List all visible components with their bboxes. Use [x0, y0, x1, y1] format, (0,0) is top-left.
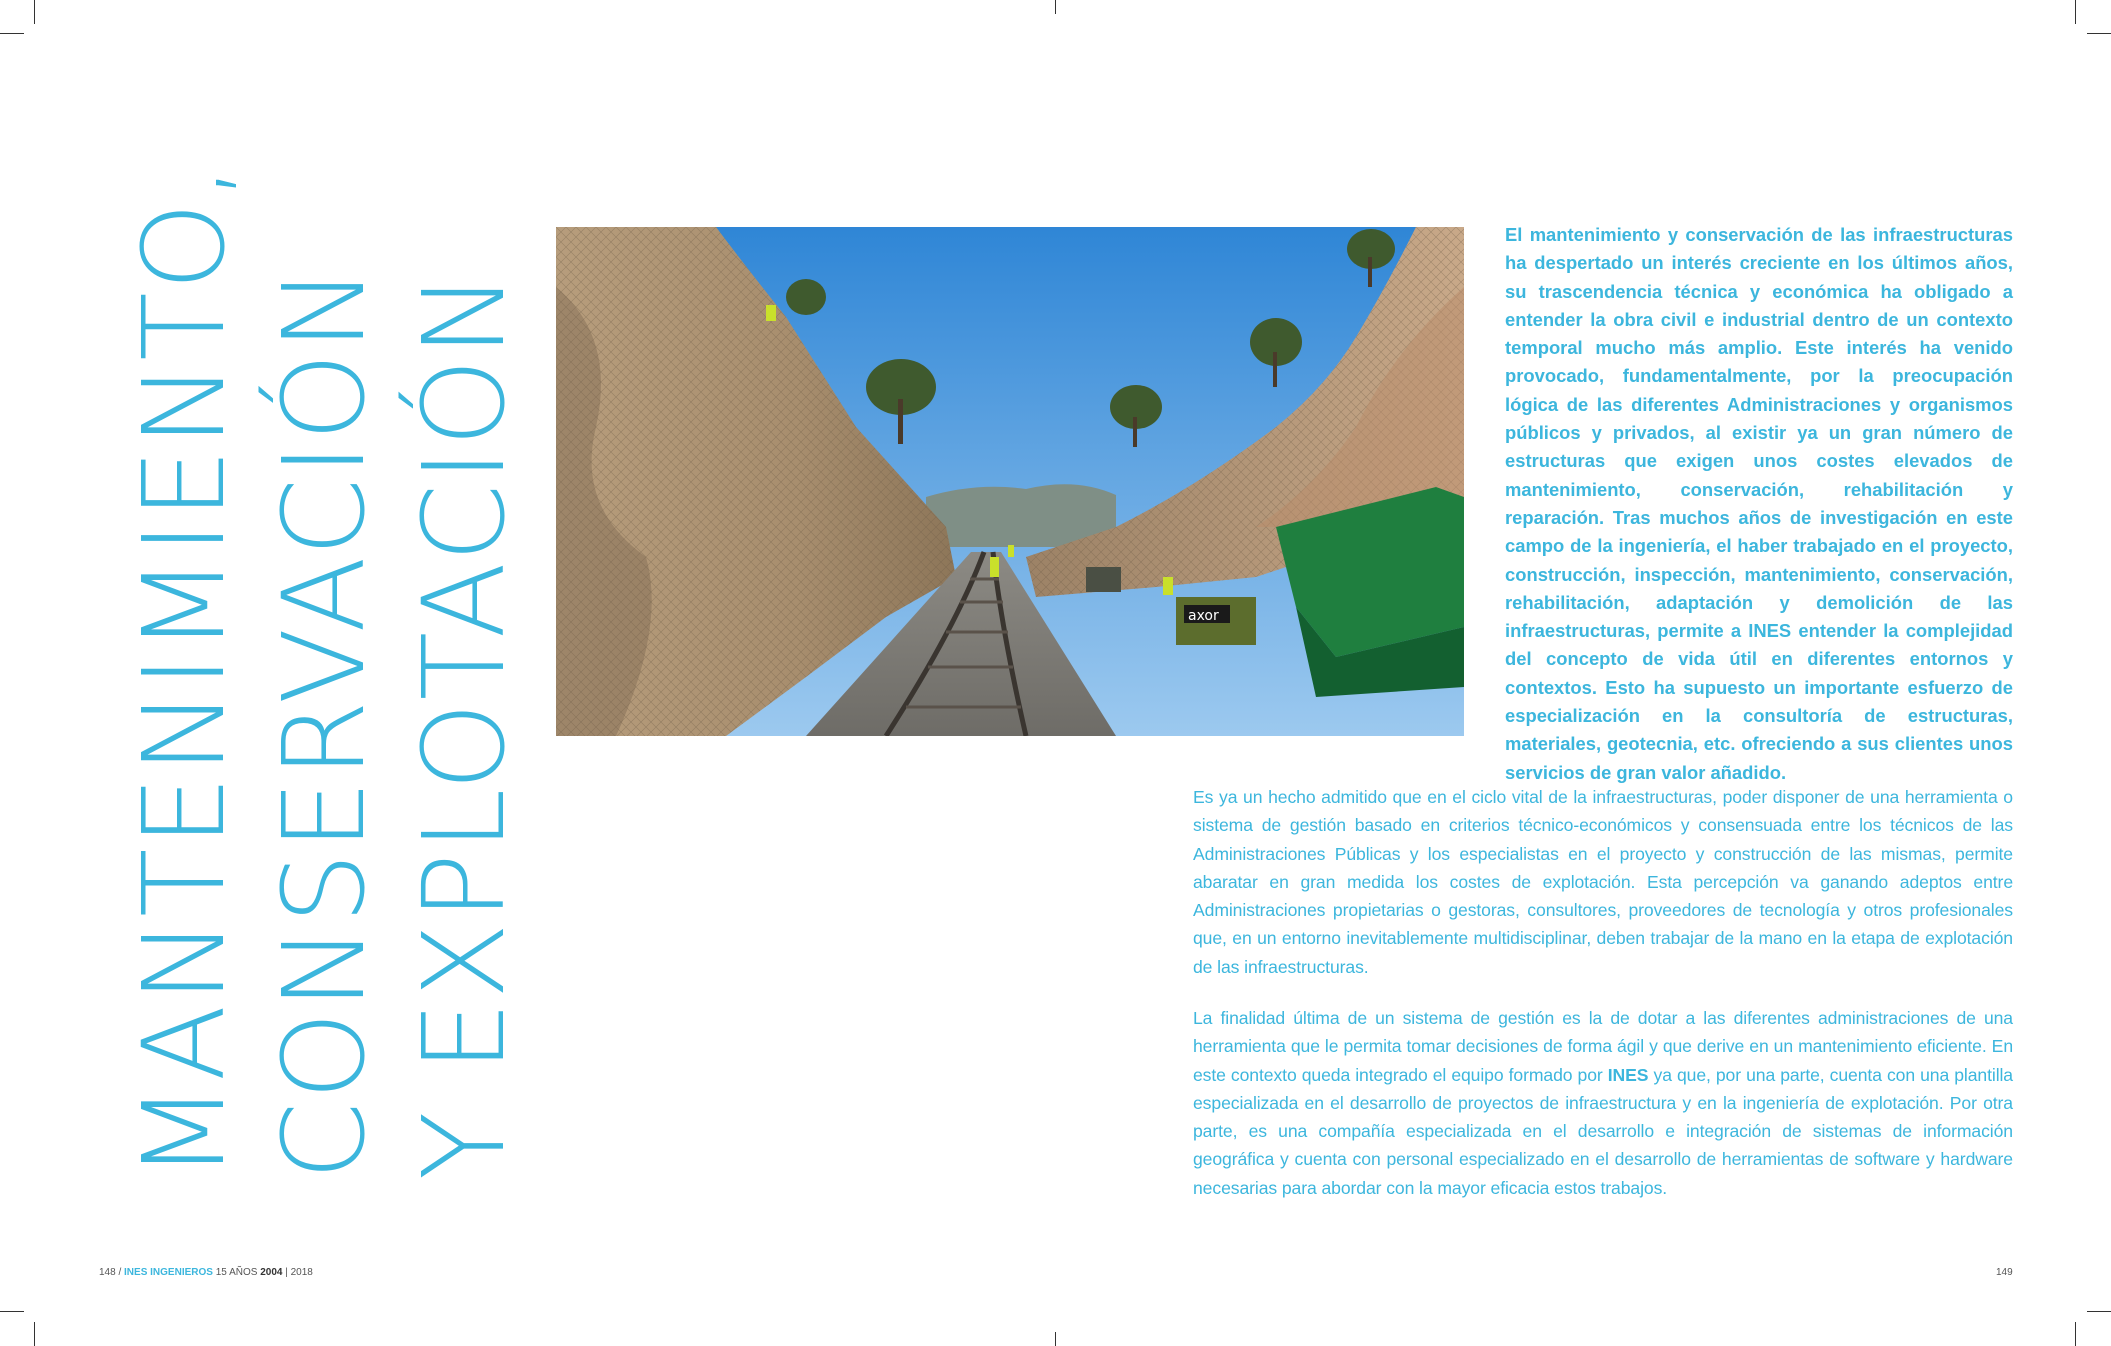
crop-mark-bottom-right-h [2087, 1311, 2111, 1312]
crop-mark-top-center [1055, 0, 1056, 14]
footer-year-end: 2018 [290, 1267, 313, 1278]
crop-mark-bottom-center [1055, 1332, 1056, 1346]
footer-brand: INES INGENIEROS [124, 1267, 213, 1278]
body-paragraph-3-brand: INES [1607, 1064, 1649, 1085]
crop-mark-top-right-v [2075, 0, 2076, 24]
body-paragraph-2: Es ya un hecho admitido que en el ciclo vital de la infraestructuras, poder disponer de una herramienta o sistema de gestión basado en criterios técnico-económicos y consensuada entre los técnicos de las Administraciones Públicas y los especialistas en el proyecto y construcción de las mismas, permite abaratar en gran medida los costes de explotación. Esta percepción va ganando adeptos entre Administraciones propietarias o gestoras, consultores, proveedores de tecnología y otros profesionales que, en un entorno inevitablemente multidisciplinar, deben trabajar de la mano en la etapa de explotación de las infraestructuras. [1193, 787, 2013, 977]
body-paragraph-3 [1193, 1004, 2013, 1202]
machine-sign-text: axor [1188, 608, 1219, 624]
body-paragraph-3-part2: ya que, por una parte, cuenta con una plantilla especializada en el desarrollo de proyectos de infraestructura y en la ingeniería de explotación. Por otra parte, es una compañía especializada en el desarrollo e integración de sistemas de información geográfica y cuenta con personal especializado en el desarrollo de herramientas de software y hardware necesarias para abordar con la mayor eficacia estos trabajos. [1193, 1064, 2013, 1198]
footer-separator: | [285, 1267, 288, 1278]
body-paragraph-3-part1: La finalidad última de un sistema de gestión es la de dotar a las diferentes administraciones de una herramienta que le permita tomar decisiones de forma ágil y que derive en un mantenimiento eficiente. En este contexto queda integrado el equipo formado por [1193, 1008, 2013, 1085]
left-page-number: 148 / [99, 1267, 122, 1278]
railway-cutting-photo [556, 227, 1464, 736]
footer-year-start: 2004 [260, 1267, 283, 1278]
title-line-1: MANTENIMIENTO, [120, 162, 250, 1180]
page-title [115, 162, 535, 1180]
title-line-2: CONSERVACIÓN [260, 265, 390, 1180]
footer-left [99, 1267, 313, 1278]
footer-tagline: 15 AÑOS [215, 1267, 258, 1278]
crop-mark-top-left-v [34, 0, 35, 24]
crop-mark-top-right-h [2087, 33, 2111, 34]
crop-mark-bottom-left-h [0, 1311, 24, 1312]
title-line-3: Y EXPLOTACIÓN [400, 270, 530, 1180]
crop-mark-bottom-left-v [34, 1322, 35, 1346]
crop-mark-top-left-h [0, 33, 24, 34]
intro-paragraph: El mantenimiento y conservación de las infraestructuras ha despertado un interés creciente en los últimos años, su trascendencia técnica y económica ha obligado a entender la obra civil e industrial dentro de un contexto temporal mucho más amplio. Este interés ha venido provocado, fundamentalmente, por la preocupación lógica de las diferentes Administraciones y organismos públicos y privados, al existir ya un gran número de estructuras que exigen unos costes elevados de mantenimiento, conservación, rehabilitación y reparación. Tras muchos años de investigación en este campo de la ingeniería, el haber trabajado en el proyecto, construcción, inspección, mantenimiento, conservación, rehabilitación, adaptación y demolición de las infraestructuras, permite a INES entender la complejidad del concepto de vida útil en diferentes entornos y contextos. Esto ha supuesto un importante esfuerzo de especialización en la consultoría de estructuras, materiales, geotecnia, etc. ofreciendo a sus clientes unos servicios de gran valor añadido. [1505, 224, 2013, 783]
right-page-number: 149 [1996, 1267, 2013, 1278]
crop-mark-bottom-right-v [2075, 1322, 2076, 1346]
